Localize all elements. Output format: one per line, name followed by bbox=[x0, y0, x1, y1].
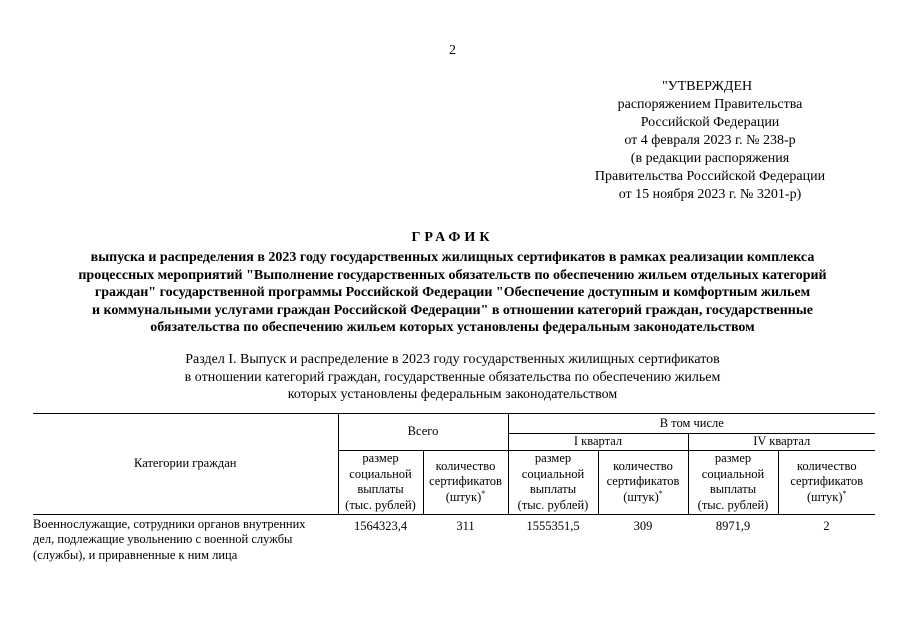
approval-line: распоряжением Правительства bbox=[617, 97, 803, 112]
cell-q4-count: 2 bbox=[823, 518, 830, 533]
header-total: Всего bbox=[338, 414, 508, 451]
subtitle-line: обязательства по обеспечению жильем которых установлены федеральным законодательством bbox=[150, 320, 755, 335]
cell-q4-payment: 8971,9 bbox=[715, 518, 751, 533]
section-heading-line: в отношении категорий граждан, государственные обязательства по обеспечению жильем bbox=[184, 369, 721, 385]
row-category: Военнослужащие, сотрудники органов внутренних дел, подлежащие увольнению с военной службы (службы), и приравненные к ним лица bbox=[33, 516, 306, 562]
cell-q1-payment: 1555351,5 bbox=[526, 518, 580, 533]
header-payment: размер социальной выплаты (тыс. рублей) bbox=[338, 450, 423, 514]
section-heading bbox=[40, 351, 865, 404]
header-including: В том числе bbox=[508, 414, 875, 434]
subtitle-line: процессных мероприятий "Выполнение государственных обязательств по обеспечению жильем отдельных категорий bbox=[78, 267, 827, 283]
approval-line: (в редакции распоряжения bbox=[630, 151, 790, 166]
cell-total-payment: 1564323,4 bbox=[353, 518, 408, 533]
header-category: Категории граждан bbox=[33, 414, 338, 515]
cell-q1-count: 309 bbox=[633, 518, 653, 533]
header-count: количество сертификатов (штук)* bbox=[778, 450, 875, 514]
document-title: ГРАФИК bbox=[411, 230, 494, 245]
subtitle-line: и коммунальными услугами граждан Российской Федерации" в отношении категорий граждан, государственные bbox=[91, 302, 814, 318]
table-row bbox=[33, 514, 875, 567]
header-q4: IV квартал bbox=[688, 434, 875, 451]
approval-line: от 4 февраля 2023 г. № 238-р bbox=[624, 133, 796, 148]
approval-line: Правительства Российской Федерации bbox=[594, 169, 826, 184]
subtitle-line: граждан" государственной программы Российской Федерации "Обеспечение доступным и комфортным жильем bbox=[94, 285, 811, 300]
header-q1: I квартал bbox=[508, 434, 688, 451]
page-number: 2 bbox=[449, 43, 456, 58]
section-heading-line: Раздел I. Выпуск и распределение в 2023 году государственных жилищных сертификатов bbox=[185, 352, 720, 367]
header-count: количество сертификатов (штук)* bbox=[598, 450, 688, 514]
approval-line: от 15 ноября 2023 г. № 3201-р) bbox=[618, 187, 802, 202]
certificates-table bbox=[33, 413, 875, 567]
approval-stamp bbox=[585, 78, 835, 204]
approval-line: "УТВЕРЖДЕН bbox=[662, 79, 753, 94]
document-subtitle bbox=[40, 249, 865, 337]
subtitle-line: выпуска и распределения в 2023 году государственных жилищных сертификатов в рамках реализации комплекса bbox=[90, 250, 815, 265]
header-count: количество сертификатов (штук)* bbox=[423, 450, 508, 514]
section-heading-line: которых установлены федеральным законодательством bbox=[287, 387, 618, 402]
header-payment: размер социальной выплаты (тыс. рублей) bbox=[508, 450, 598, 514]
header-payment: размер социальной выплаты (тыс. рублей) bbox=[688, 450, 778, 514]
approval-line: Российской Федерации bbox=[640, 115, 780, 130]
cell-total-count: 311 bbox=[456, 518, 475, 533]
